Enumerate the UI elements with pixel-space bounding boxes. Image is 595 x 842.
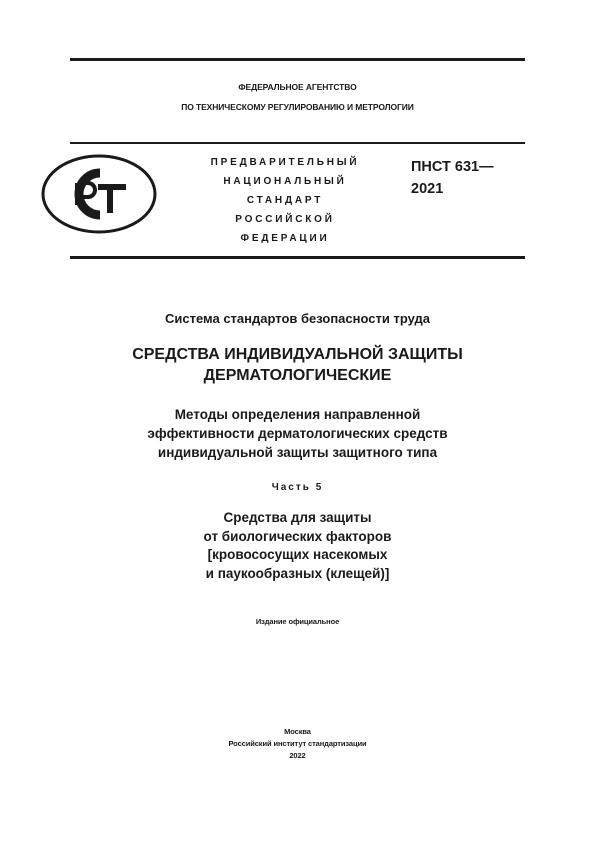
subtitle-line: индивидуальной защиты защитного типа — [157, 445, 438, 460]
standard-type — [178, 153, 392, 248]
edition-note: Издание официальное — [255, 617, 340, 626]
part-title-line: Средства для защиты — [223, 510, 372, 525]
part-title-line: и паукообразных (клещей)] — [205, 565, 390, 581]
lower-rule — [70, 256, 525, 259]
standard-number-line-2: 2021 — [411, 181, 444, 197]
standard-type-line: СТАНДАРТ — [246, 195, 324, 206]
imprint-publisher: Российский институт стандартизации — [228, 739, 367, 748]
agency-line-2: ПО ТЕХНИЧЕСКОМУ РЕГУЛИРОВАНИЮ И МЕТРОЛОГИИ — [181, 102, 414, 112]
gost-r-emblem-icon — [40, 153, 158, 235]
agency-line-1: ФЕДЕРАЛЬНОЕ АГЕНТСТВО — [238, 82, 357, 92]
part-title-line: от биологических факторов — [203, 528, 392, 544]
top-rule — [70, 58, 525, 61]
standard-type-line: НАЦИОНАЛЬНЫЙ — [223, 176, 347, 187]
imprint — [0, 726, 595, 762]
main-title — [0, 344, 595, 386]
part-title — [0, 509, 595, 583]
subtitle — [0, 405, 595, 462]
standard-type-line: ФЕДЕРАЦИИ — [240, 233, 330, 244]
imprint-year: 2022 — [289, 751, 306, 760]
standard-number-line-1: ПНСТ 631— — [411, 159, 494, 175]
standard-number — [411, 156, 494, 200]
subtitle-line: эффективности дерматологических средств — [147, 426, 448, 441]
part-label: Часть 5 — [271, 482, 324, 493]
standard-type-line: РОССИЙСКОЙ — [235, 214, 335, 225]
imprint-city: Москва — [284, 727, 311, 736]
standard-type-line: ПРЕДВАРИТЕЛЬНЫЙ — [210, 157, 360, 168]
main-title-line: СРЕДСТВА ИНДИВИДУАЛЬНОЙ ЗАЩИТЫ — [132, 346, 463, 363]
main-title-line: ДЕРМАТОЛОГИЧЕСКИЕ — [203, 367, 392, 384]
middle-rule — [70, 142, 525, 144]
part-title-line: [кровососущих насекомых — [207, 547, 388, 562]
series-title: Система стандартов безопасности труда — [165, 311, 430, 326]
subtitle-line: Методы определения направленной — [174, 407, 421, 422]
